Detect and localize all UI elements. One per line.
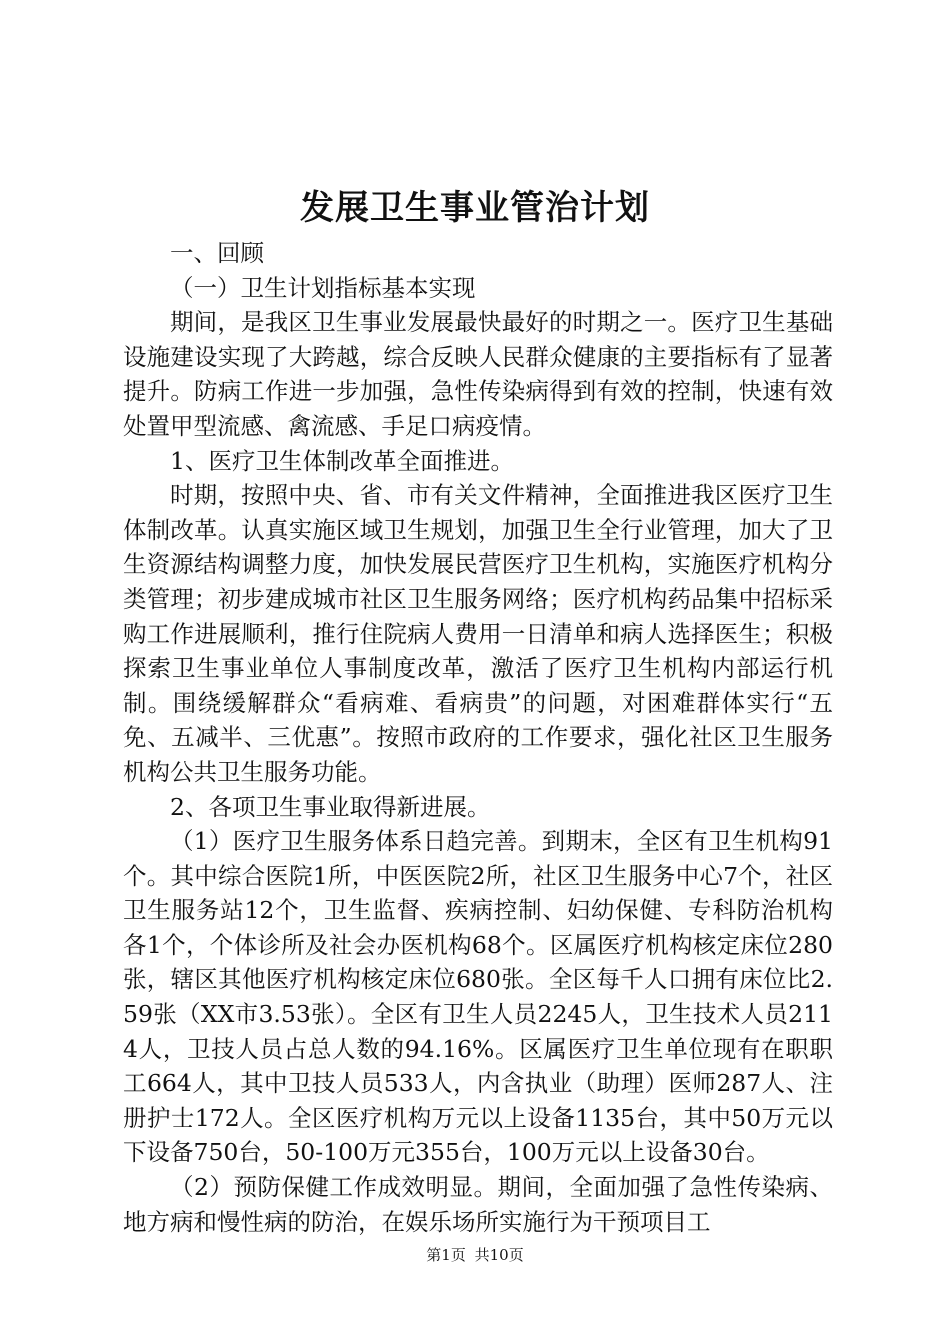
- paragraph: （2）预防保健工作成效明显。期间，全面加强了急性传染病、地方病和慢性病的防治，在娱乐场所实施行为干预项目工: [123, 1173, 833, 1236]
- document-title: 发展卫生事业管治计划: [300, 188, 650, 228]
- page-total: 共10页: [474, 1246, 524, 1264]
- paragraph: （1）医疗卫生服务体系日趋完善。到期末，全区有卫生机构91个。其中综合医院1所，中医医院2所，社区卫生服务中心7个，社区卫生服务站12个，卫生监督、疾病控制、妇幼保健、专科防治机构各1个，个体诊所及社会办医机构68个。区属医疗机构核定床位280张，辖区其他医疗机构核定床位680张。全区每千人口拥有床位比2.59张（XX市3.53张）。全区有卫生人员2245人，卫生技术人员2114人，卫技人员占总人数的94.16%。区属医疗卫生单位现有在职职工664人，其中卫技人员533人，内含执业（助理）医师287人、注册护士172人。全区医疗机构万元以上设备1135台，其中50万元以下设备750台，50-100万元355台，100万元以上设备30台。: [123, 827, 833, 1167]
- page-footer: [0, 1244, 950, 1266]
- section-heading: 一、回顾: [170, 239, 264, 267]
- paragraph: 时期，按照中央、省、市有关文件精神，全面推进我区医疗卫生体制改革。认真实施区域卫生规划，加强卫生全行业管理，加大了卫生资源结构调整力度，加快发展民营医疗卫生机构，实施医疗机构分类管理；初步建成城市社区卫生服务网络；医疗机构药品集中招标采购工作进展顺利，推行住院病人费用一日清单和病人选择医生；积极探索卫生事业单位人事制度改革，激活了医疗卫生机构内部运行机制。围绕缓解群众“看病难、看病贵”的问题，对困难群体实行“五免、五减半、三优惠”。按照市政府的工作要求，强化社区卫生服务机构公共卫生服务功能。: [123, 481, 833, 786]
- item-heading: 1、医疗卫生体制改革全面推进。: [170, 446, 514, 475]
- paragraph: 期间，是我区卫生事业发展最快最好的时期之一。医疗卫生基础设施建设实现了大跨越，综合反映人民群众健康的主要指标有了显著提升。防病工作进一步加强，急性传染病得到有效的控制，快速有效处置甲型流感、禽流感、手足口病疫情。: [123, 308, 833, 440]
- item-heading: 2、各项卫生事业取得新进展。: [170, 792, 491, 821]
- subsection-heading: （一）卫生计划指标基本实现: [170, 273, 476, 302]
- document-body: [123, 236, 833, 1239]
- page-number: 第1页: [426, 1246, 466, 1264]
